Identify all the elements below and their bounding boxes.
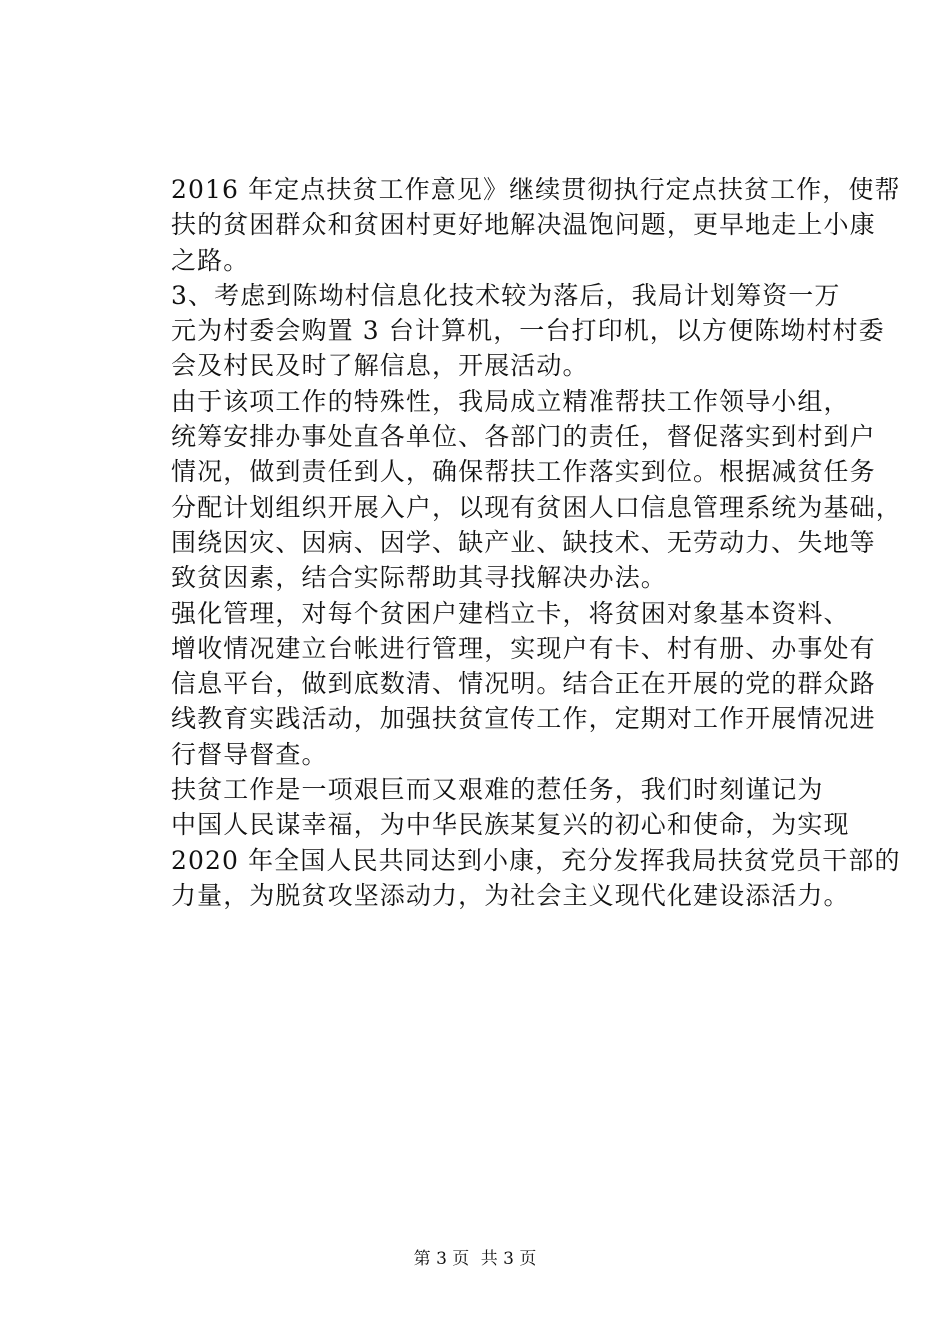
text-line: 中国人民谋幸福，为中华民族某复兴的初心和使命，为实现 (171, 810, 850, 840)
text-line: 之路。 (171, 245, 250, 275)
text-line: 3、考虑到陈坳村信息化技术较为落后，我局计划筹资一万 (171, 280, 841, 310)
text-line: 元为村委会购置 3 台计算机，一台打印机，以方便陈坳村村委 (171, 316, 885, 346)
text-line: 致贫因素，结合实际帮助其寻找解决办法。 (171, 563, 667, 593)
text-line: 增收情况建立台帐进行管理，实现户有卡、村有册、办事处有 (171, 633, 876, 663)
text-line: 信息平台，做到底数清、情况明。结合正在开展的党的群众路 (171, 669, 876, 699)
page-number: 第 3 页 (413, 1249, 470, 1269)
text-line: 力量，为脱贫攻坚添动力，为社会主义现代化建设添活力。 (171, 880, 850, 910)
text-line: 统筹安排办事处直各单位、各部门的责任，督促落实到村到户 (171, 422, 876, 452)
text-line: 由于该项工作的特殊性，我局成立精准帮扶工作领导小组， (171, 386, 850, 416)
text-line: 扶的贫困群众和贫困村更好地解决温饱问题，更早地走上小康 (171, 210, 876, 240)
text-line: 线教育实践活动，加强扶贫宣传工作，定期对工作开展情况进 (171, 704, 876, 734)
text-line: 会及村民及时了解信息，开展活动。 (171, 351, 589, 381)
text-line: 2020 年全国人民共同达到小康，充分发挥我局扶贫党员干部的 (171, 845, 901, 875)
page-total: 共 3 页 (480, 1249, 537, 1269)
text-line: 分配计划组织开展入户，以现有贫困人口信息管理系统为基础， (171, 492, 902, 522)
text-line: 2016 年定点扶贫工作意见》继续贯彻执行定点扶贫工作，使帮 (171, 175, 901, 204)
document-body (171, 172, 902, 913)
text-line: 围绕因灾、因病、因学、缺产业、缺技术、无劳动力、失地等 (171, 527, 876, 557)
text-line: 行督导督查。 (171, 739, 328, 769)
text-line: 强化管理，对每个贫困户建档立卡，将贫困对象基本资料、 (171, 598, 850, 628)
page-footer (0, 1244, 950, 1269)
text-line: 情况，做到责任到人，确保帮扶工作落实到位。根据减贫任务 (171, 457, 876, 487)
text-line: 扶贫工作是一项艰巨而又艰难的惹任务，我们时刻谨记为 (171, 775, 824, 805)
